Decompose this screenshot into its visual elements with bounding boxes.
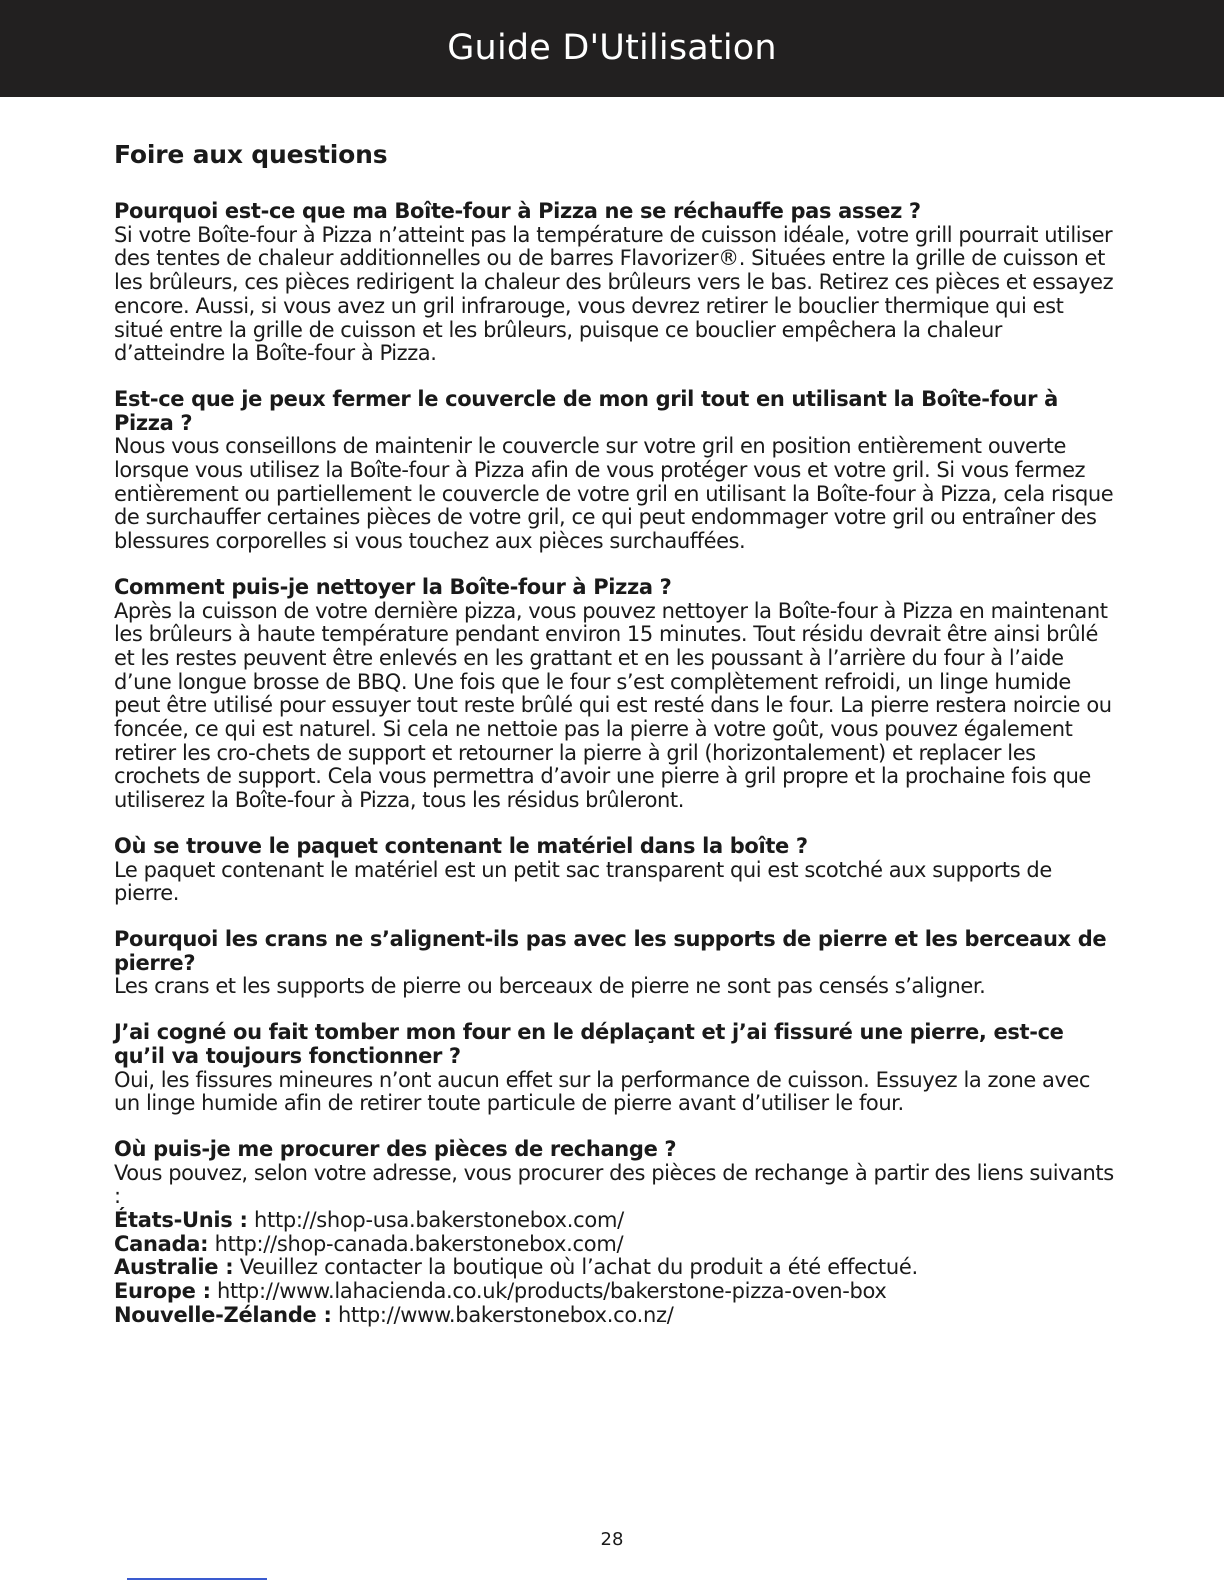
page-header xyxy=(0,0,1224,97)
faq-item xyxy=(114,1021,1114,1116)
faq-question: Pourquoi est-ce que ma Boîte-four à Pizza ne se réchauffe pas assez ? xyxy=(114,199,921,223)
page-heading: Foire aux questions xyxy=(114,140,388,169)
faq-question: Pourquoi les crans ne s’alignent-ils pas avec les supports de pierre et les berceaux de pierre? xyxy=(114,926,1107,975)
faq-answer: Vous pouvez, selon votre adresse, vous procurer des pièces de rechange à partir des liens suivants : xyxy=(114,1160,1114,1209)
faq-item xyxy=(114,576,1114,813)
link-country-label: Europe : xyxy=(114,1279,211,1304)
faq-question: Où puis-je me procurer des pièces de rechange ? xyxy=(114,1136,677,1161)
link-country-label: Canada: xyxy=(114,1231,209,1256)
faq-item xyxy=(114,200,1114,366)
parts-link-usa[interactable] xyxy=(114,1209,1114,1233)
link-url[interactable]: http://shop-canada.bakerstonebox.com/ xyxy=(208,1231,624,1256)
parts-link-australia xyxy=(114,1256,1114,1280)
faq-answer: Le paquet contenant le matériel est un petit sac transparent qui est scotché aux supports de pierre. xyxy=(114,857,1052,906)
faq-answer: Si votre Boîte-four à Pizza n’atteint pas la température de cuisson idéale, votre grill pourrait utiliser des tentes de chaleur additionnelles ou de barres Flavorizer®. Situées entre la grille de cuisson et les brûleurs, ces pièces redirigent la chaleur des brûleurs vers le bas. Retirez ces pièces et essayez encore. Aussi, si vous avez un gril infrarouge, vous devrez retirer le bouclier thermique qui est situé entre la grille de cuisson et les brûleurs, puisque ce bouclier empêchera la chaleur d’atteindre la Boîte-four à Pizza. xyxy=(114,222,1114,366)
parts-link-europe[interactable] xyxy=(114,1280,1114,1304)
link-country-label: Nouvelle-Zélande : xyxy=(114,1302,332,1327)
parts-link-new-zealand[interactable] xyxy=(114,1304,1114,1328)
faq-question: Est-ce que je peux fermer le couvercle de mon gril tout en utilisant la Boîte-four à Pizza ? xyxy=(114,386,1058,435)
parts-link-list xyxy=(114,1209,1114,1328)
faq-answer: Les crans et les supports de pierre ou berceaux de pierre ne sont pas censés s’aligner. xyxy=(114,974,986,999)
faq-item xyxy=(114,388,1114,554)
faq-item-parts xyxy=(114,1138,1114,1328)
link-url[interactable]: http://shop-usa.bakerstonebox.com/ xyxy=(247,1208,624,1233)
link-country-label: États-Unis : xyxy=(114,1208,248,1233)
faq-answer: Oui, les fissures mineures n’ont aucun effet sur la performance de cuisson. Essuyez la zone avec un linge humide afin de retirer toute particule de pierre avant d’utiliser le four. xyxy=(114,1067,1090,1116)
link-country-label: Australie : xyxy=(114,1255,234,1280)
parts-link-canada[interactable] xyxy=(114,1233,1114,1257)
faq-answer: Après la cuisson de votre dernière pizza, vous pouvez nettoyer la Boîte-four à Pizza en maintenant les brûleurs à haute température pendant environ 15 minutes. Tout résidu devrait être ainsi brûlé et les restes peuvent être enlevés en les grattant et en les poussant à l’arrière du four à l’aide d’une longue brosse de BBQ. Une fois que le four s’est complètement refroidi, un linge humide peut être utilisé pour essuyer tout reste brûlé qui est resté dans le four. La pierre restera noircie ou foncée, ce qui est naturel. Si cela ne nettoie pas la pierre à votre goût, vous pouvez également retirer les cro-chets de support et retourner la pierre à gril (horizontalement) et replacer les crochets de support. Cela vous permettra d’avoir une pierre à gril propre et la prochaine fois que utiliserez la Boîte-four à Pizza, tous les résidus brûleront. xyxy=(114,598,1112,813)
faq-item xyxy=(114,835,1114,906)
link-note: Veuillez contacter la boutique où l’achat du produit a été effectué. xyxy=(233,1255,918,1280)
faq-question: J’ai cogné ou fait tomber mon four en le déplaçant et j’ai fissuré une pierre, est-ce qu’il va toujours fonctionner ? xyxy=(114,1020,1064,1068)
faq-content xyxy=(114,140,1114,1350)
faq-item xyxy=(114,928,1114,999)
link-url[interactable]: http://www.bakerstonebox.co.nz/ xyxy=(331,1302,674,1327)
link-url[interactable]: http://www.lahacienda.co.uk/products/bakerstone-pizza-oven-box xyxy=(210,1279,887,1304)
faq-question: Où se trouve le paquet contenant le matériel dans la boîte ? xyxy=(114,833,808,858)
faq-question: Comment puis-je nettoyer la Boîte-four à Pizza ? xyxy=(114,574,672,599)
header-title: Guide D'Utilisation xyxy=(447,27,777,68)
footer-divider xyxy=(127,1578,267,1580)
faq-answer: Nous vous conseillons de maintenir le couvercle sur votre gril en position entièrement ouverte lorsque vous utilisez la Boîte-four à Pizza afin de vous protéger vous et votre gril. Si vous fermez entièrement ou partiellement le couvercle de votre gril en utilisant la Boîte-four à Pizza, cela risque de surchauffer certaines pièces de votre gril, ce qui peut endommager votre gril ou entraîner des blessures corporelles si vous touchez aux pièces surchauffées. xyxy=(114,434,1114,554)
page-number: 28 xyxy=(600,1529,624,1550)
